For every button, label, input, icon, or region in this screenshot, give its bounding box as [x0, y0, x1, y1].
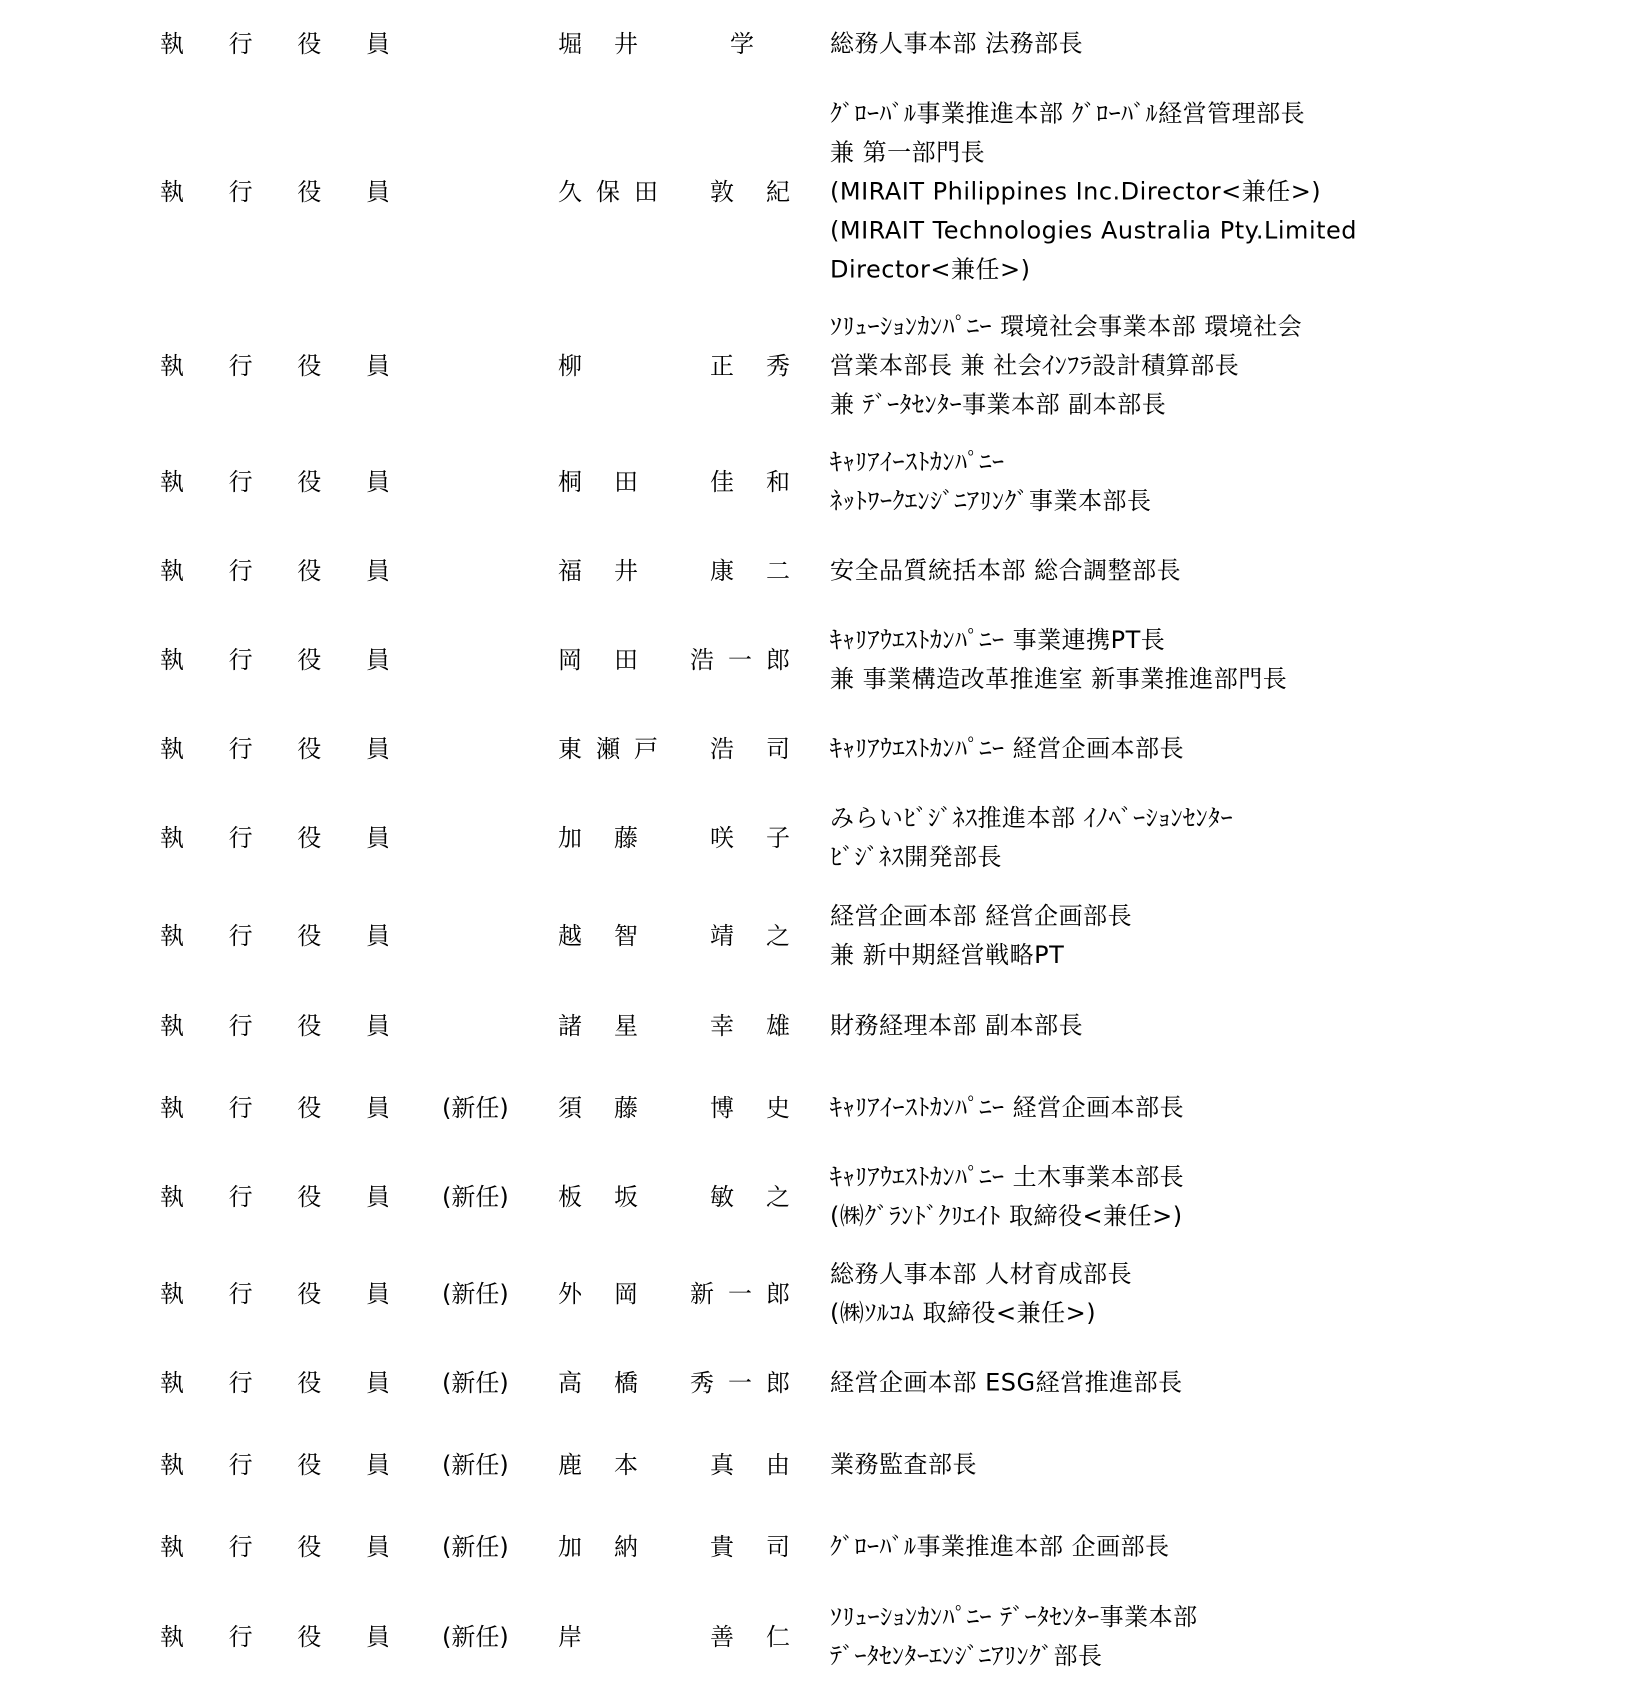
officer-family-name: 越 智: [558, 922, 638, 950]
officer-given-name: 善 仁: [710, 1623, 790, 1651]
officer-position: [830, 1089, 1610, 1128]
officer-row: [0, 1527, 1625, 1567]
new-appointment-badge: (新任): [442, 1451, 509, 1479]
new-appointment-badge: (新任): [442, 1183, 509, 1211]
officer-given-name: 康 二: [710, 557, 790, 585]
officer-family-name: 桐 田: [558, 468, 638, 496]
officer-row: [0, 1255, 1625, 1333]
officer-row: [0, 443, 1625, 521]
new-appointment-badge: (新任): [442, 1623, 509, 1651]
officer-given-name: 秀 一 郎: [690, 1369, 790, 1397]
officer-name: [558, 180, 790, 204]
position-line: 兼 事業構造改革推進室 新事業推進部門長: [830, 665, 1288, 693]
officer-given-name: 貴 司: [710, 1533, 790, 1561]
officer-position: [830, 1528, 1610, 1567]
position-line: ｷｬﾘｱｳｴｽﾄｶﾝﾊﾟﾆｰ 土木事業本部長: [830, 1163, 1185, 1191]
position-line: ﾈｯﾄﾜｰｸｴﾝｼﾞﾆｱﾘﾝｸﾞ事業本部長: [830, 487, 1152, 515]
position-line: ﾋﾞｼﾞﾈｽ開発部長: [830, 843, 1002, 871]
position-line: みらいﾋﾞｼﾞﾈｽ推進本部 ｲﾉﾍﾞｰｼｮﾝｾﾝﾀｰ: [830, 804, 1234, 832]
officer-family-name: 堀 井: [558, 30, 638, 58]
position-line: (MIRAIT Philippines Inc.Director<兼任>): [830, 177, 1322, 206]
officer-family-name: 外 岡: [558, 1280, 638, 1308]
officer-family-name: 高 橋: [558, 1369, 638, 1397]
officer-title: 執 行 役 員: [160, 1623, 390, 1651]
officer-given-name: 浩 一 郎: [690, 646, 790, 674]
officer-title: 執 行 役 員: [160, 1533, 390, 1561]
officer-name: [558, 1096, 790, 1120]
position-line: (㈱ｸﾞﾗﾝﾄﾞｸﾘｴｲﾄ 取締役<兼任>): [830, 1202, 1183, 1230]
officer-position: [830, 1598, 1610, 1676]
officer-position: [830, 552, 1610, 591]
officer-row: [0, 95, 1625, 290]
officer-position: [830, 730, 1610, 769]
officer-title: 執 行 役 員: [160, 922, 390, 950]
officer-position: [830, 799, 1610, 877]
officer-title: 執 行 役 員: [160, 735, 390, 763]
officer-given-name: 真 由: [710, 1451, 790, 1479]
officer-family-name: 久 保 田: [558, 178, 658, 206]
officer-given-name: 博 史: [710, 1094, 790, 1122]
officer-family-name: 須 藤: [558, 1094, 638, 1122]
officer-family-name: 加 藤: [558, 824, 638, 852]
position-line: ｷｬﾘｱｲｰｽﾄｶﾝﾊﾟﾆｰ 経営企画本部長: [830, 1093, 1185, 1122]
position-line: ｷｬﾘｱｳｴｽﾄｶﾝﾊﾟﾆｰ 経営企画本部長: [830, 734, 1185, 763]
officer-given-name: 浩 司: [710, 735, 790, 763]
officer-row: [0, 799, 1625, 877]
new-appointment-badge: (新任): [442, 1369, 509, 1397]
officer-given-name: 正 秀: [710, 352, 790, 380]
position-line: 総務人事本部 法務部長: [830, 29, 1084, 58]
officer-name: [558, 1282, 790, 1306]
officer-name: [558, 648, 790, 672]
officer-title: 執 行 役 員: [160, 1280, 390, 1308]
position-line: 兼 第一部門長: [830, 138, 986, 167]
officer-row: [0, 1445, 1625, 1485]
position-line: ｷｬﾘｱｳｴｽﾄｶﾝﾊﾟﾆｰ 事業連携PT長: [830, 626, 1166, 654]
officer-row: [0, 308, 1625, 425]
position-line: 業務監査部長: [830, 1450, 977, 1479]
officer-name: [558, 1625, 790, 1649]
new-appointment-badge: (新任): [442, 1280, 509, 1308]
officer-title: 執 行 役 員: [160, 468, 390, 496]
officer-position: [830, 1007, 1610, 1046]
position-line: 営業本部長 兼 社会ｲﾝﾌﾗ設計積算部長: [830, 351, 1240, 380]
officer-given-name: 佳 和: [710, 468, 790, 496]
officer-title: 執 行 役 員: [160, 1183, 390, 1211]
position-line: 財務経理本部 副本部長: [830, 1011, 1084, 1040]
officer-name: [558, 1535, 790, 1559]
position-line: 安全品質統括本部 総合調整部長: [830, 556, 1182, 585]
officer-family-name: 柳: [558, 352, 582, 380]
officer-given-name: 咲 子: [710, 824, 790, 852]
officer-family-name: 加 納: [558, 1533, 638, 1561]
position-line: ｿﾘｭｰｼｮﾝｶﾝﾊﾟﾆｰ 環境社会事業本部 環境社会: [830, 312, 1303, 341]
officer-given-name: 学: [730, 30, 754, 58]
officer-name: [558, 559, 790, 583]
officer-name: [558, 737, 790, 761]
position-line: ｷｬﾘｱｲｰｽﾄｶﾝﾊﾟﾆｰ: [830, 448, 1005, 476]
position-line: 兼 ﾃﾞｰﾀｾﾝﾀｰ事業本部 副本部長: [830, 390, 1167, 419]
position-line: 経営企画本部 経営企画部長: [830, 902, 1133, 930]
officer-position: [830, 1364, 1610, 1403]
officer-family-name: 板 坂: [558, 1183, 638, 1211]
officer-position: [830, 95, 1610, 290]
officer-name: [558, 1014, 790, 1038]
officer-title: 執 行 役 員: [160, 1094, 390, 1122]
officer-title: 執 行 役 員: [160, 178, 390, 206]
officer-row: [0, 1088, 1625, 1128]
officer-title: 執 行 役 員: [160, 352, 390, 380]
officer-position: [830, 1446, 1610, 1485]
officer-position: [830, 443, 1610, 521]
position-line: (MIRAIT Technologies Australia Pty.Limited: [830, 216, 1358, 245]
officer-title: 執 行 役 員: [160, 1451, 390, 1479]
position-line: ｿﾘｭｰｼｮﾝｶﾝﾊﾟﾆｰ ﾃﾞｰﾀｾﾝﾀｰ事業本部: [830, 1603, 1198, 1631]
officer-name: [558, 470, 790, 494]
officer-given-name: 靖 之: [710, 922, 790, 950]
officer-row: [0, 24, 1625, 64]
officer-name: [558, 924, 790, 948]
position-line: Director<兼任>): [830, 255, 1031, 284]
officer-position: [830, 621, 1610, 699]
officer-name: [558, 1371, 790, 1395]
officer-position: [830, 308, 1610, 425]
officer-family-name: 福 井: [558, 557, 638, 585]
officer-row: [0, 1598, 1625, 1676]
officer-family-name: 鹿 本: [558, 1451, 638, 1479]
officer-title: 執 行 役 員: [160, 1012, 390, 1040]
officer-row: [0, 1363, 1625, 1403]
officer-position: [830, 1158, 1610, 1236]
officer-given-name: 敦 紀: [710, 178, 790, 206]
position-line: (㈱ｿﾙｺﾑ 取締役<兼任>): [830, 1299, 1097, 1327]
position-line: 兼 新中期経営戦略PT: [830, 941, 1065, 969]
officer-position: [830, 1255, 1610, 1333]
officer-name: [558, 354, 790, 378]
officer-row: [0, 621, 1625, 699]
officer-title: 執 行 役 員: [160, 646, 390, 674]
officer-title: 執 行 役 員: [160, 30, 390, 58]
officer-family-name: 岡 田: [558, 646, 638, 674]
officer-row: [0, 551, 1625, 591]
officer-family-name: 諸 星: [558, 1012, 638, 1040]
officer-given-name: 幸 雄: [710, 1012, 790, 1040]
officer-row: [0, 1158, 1625, 1236]
officer-position: [830, 897, 1610, 975]
officer-title: 執 行 役 員: [160, 1369, 390, 1397]
officer-family-name: 東 瀬 戸: [558, 735, 658, 763]
officer-name: [558, 826, 790, 850]
officer-title: 執 行 役 員: [160, 824, 390, 852]
new-appointment-badge: (新任): [442, 1094, 509, 1122]
officer-row: [0, 729, 1625, 769]
officer-name: [558, 1185, 790, 1209]
position-line: 総務人事本部 人材育成部長: [830, 1260, 1133, 1288]
position-line: ﾃﾞｰﾀｾﾝﾀｰｴﾝｼﾞﾆｱﾘﾝｸﾞ部長: [830, 1642, 1103, 1670]
officer-name: [558, 1453, 790, 1477]
officer-family-name: 岸: [558, 1623, 582, 1651]
position-line: 経営企画本部 ESG経営推進部長: [830, 1368, 1183, 1397]
officer-title: 執 行 役 員: [160, 557, 390, 585]
officer-given-name: 新 一 郎: [690, 1280, 790, 1308]
officer-position: [830, 25, 1610, 64]
officer-row: [0, 1006, 1625, 1046]
officer-row: [0, 897, 1625, 975]
officer-name: [558, 32, 790, 56]
position-line: ｸﾞﾛｰﾊﾞﾙ事業推進本部 企画部長: [830, 1532, 1170, 1561]
officer-given-name: 敏 之: [710, 1183, 790, 1211]
new-appointment-badge: (新任): [442, 1533, 509, 1561]
position-line: ｸﾞﾛｰﾊﾞﾙ事業推進本部 ｸﾞﾛｰﾊﾞﾙ経営管理部長: [830, 99, 1306, 128]
